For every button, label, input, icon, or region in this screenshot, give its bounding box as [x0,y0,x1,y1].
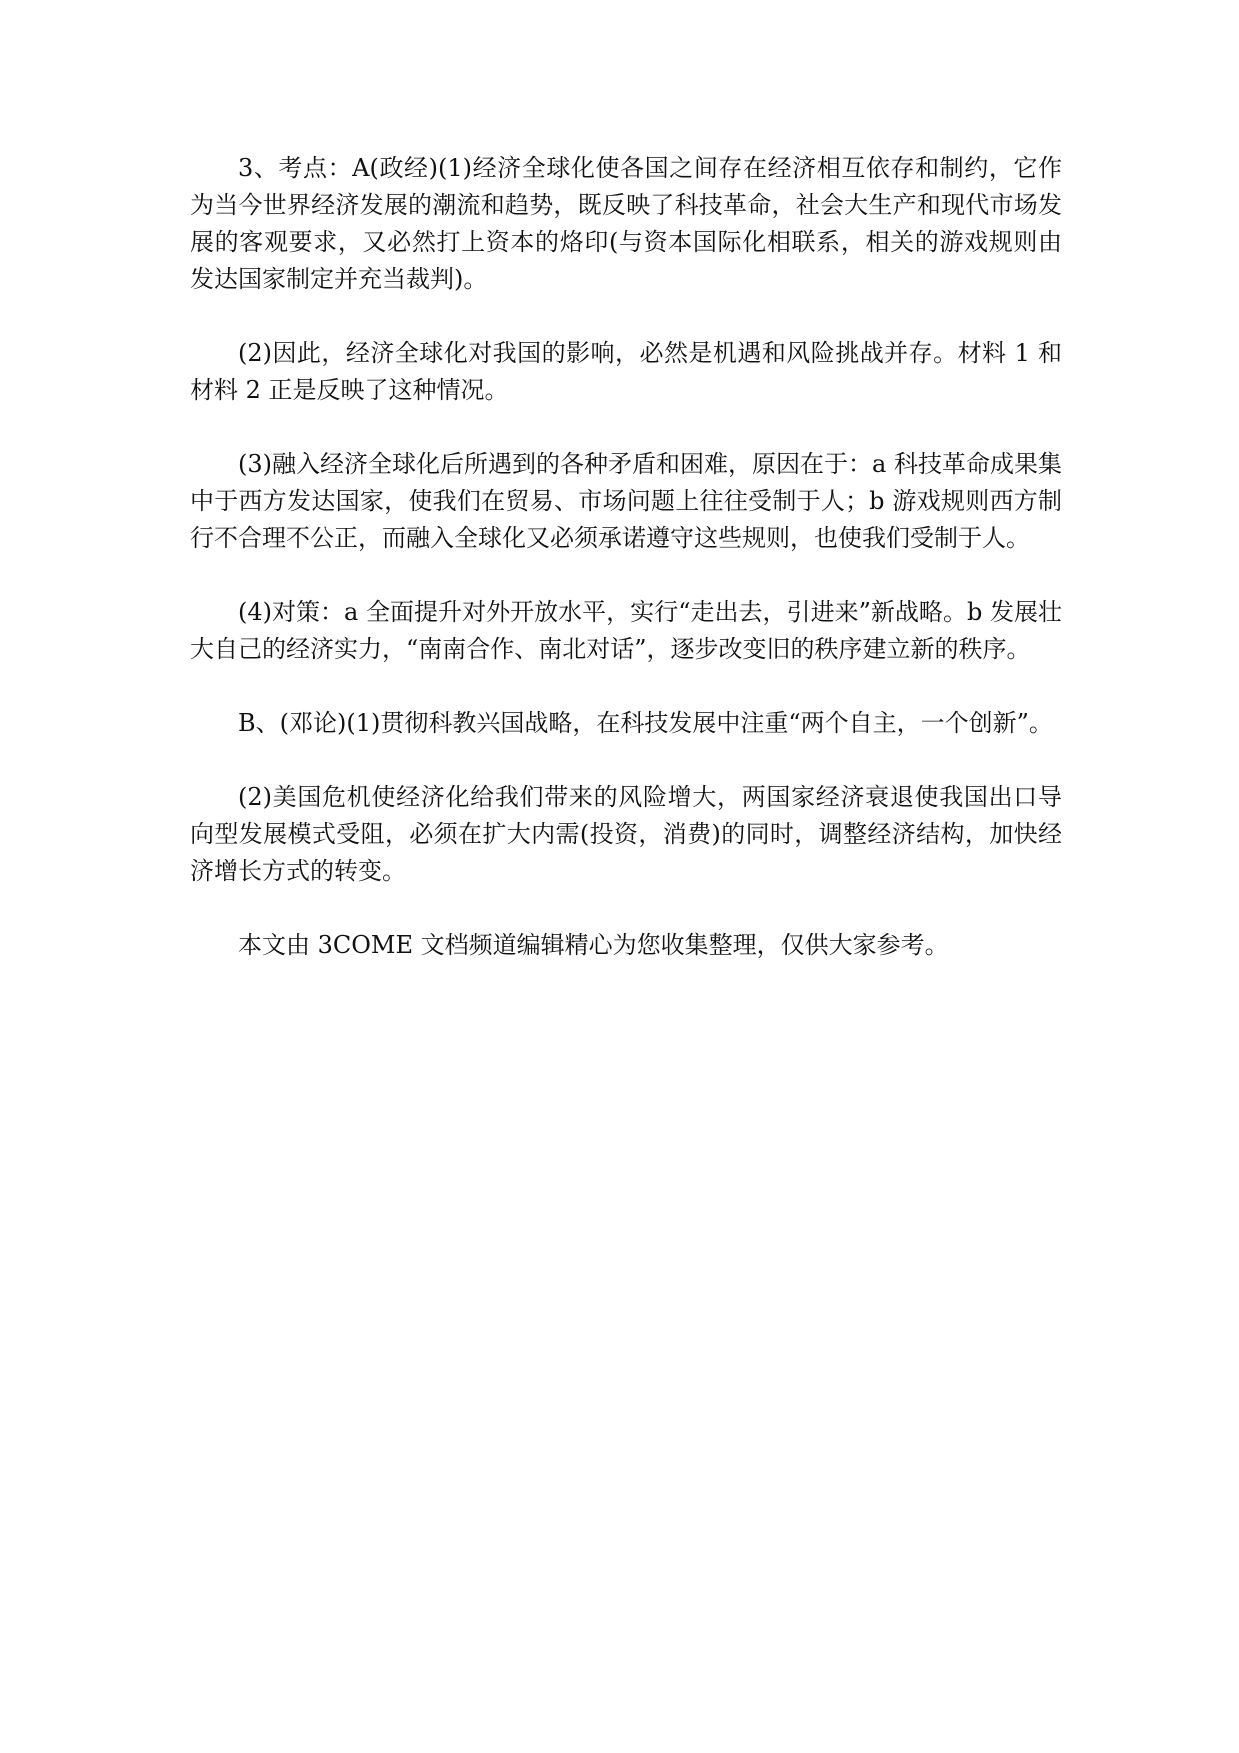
paragraph-impact: (2)因此，经济全球化对我国的影响，必然是机遇和风险挑战并存。材料 1 和材料 2 正是反映了这种情况。 [190,339,1062,404]
document-body [190,150,1062,964]
paragraph-key-points-a: 3、考点：A(政经)(1)经济全球化使各国之间存在经济相互依存和制约，它作为当今世界经济发展的潮流和趋势，既反映了科技革命，社会大生产和现代市场发展的客观要求，又必然打上资本的烙印(与资本国际化相联系，相关的游戏规则由发达国家制定并充当裁判)。 [190,154,1062,293]
paragraph-crisis: (2)美国危机使经济化给我们带来的风险增大，两国家经济衰退使我国出口导向型发展模式受阻，必须在扩大内需(投资，消费)的同时，调整经济结构，加快经济增长方式的转变。 [190,783,1062,885]
paragraph-difficulties: (3)融入经济全球化后所遇到的各种矛盾和困难，原因在于：a 科技革命成果集中于西方发达国家，使我们在贸易、市场问题上往往受制于人；b 游戏规则西方制行不合理不公正，而融入全球化又必须承诺遵守这些规则，也使我们受制于人。 [190,450,1062,552]
paragraph-key-points-b: B、(邓论)(1)贯彻科教兴国战略，在科技发展中注重“两个自主，一个创新”。 [238,709,1053,737]
paragraph-source-note: 本文由 3COME 文档频道编辑精心为您收集整理，仅供大家参考。 [238,931,949,959]
paragraph-countermeasures: (4)对策：a 全面提升对外开放水平，实行“走出去，引进来”新战略。b 发展壮大自己的经济实力，“南南合作、南北对话”，逐步改变旧的秩序建立新的秩序。 [190,598,1062,663]
